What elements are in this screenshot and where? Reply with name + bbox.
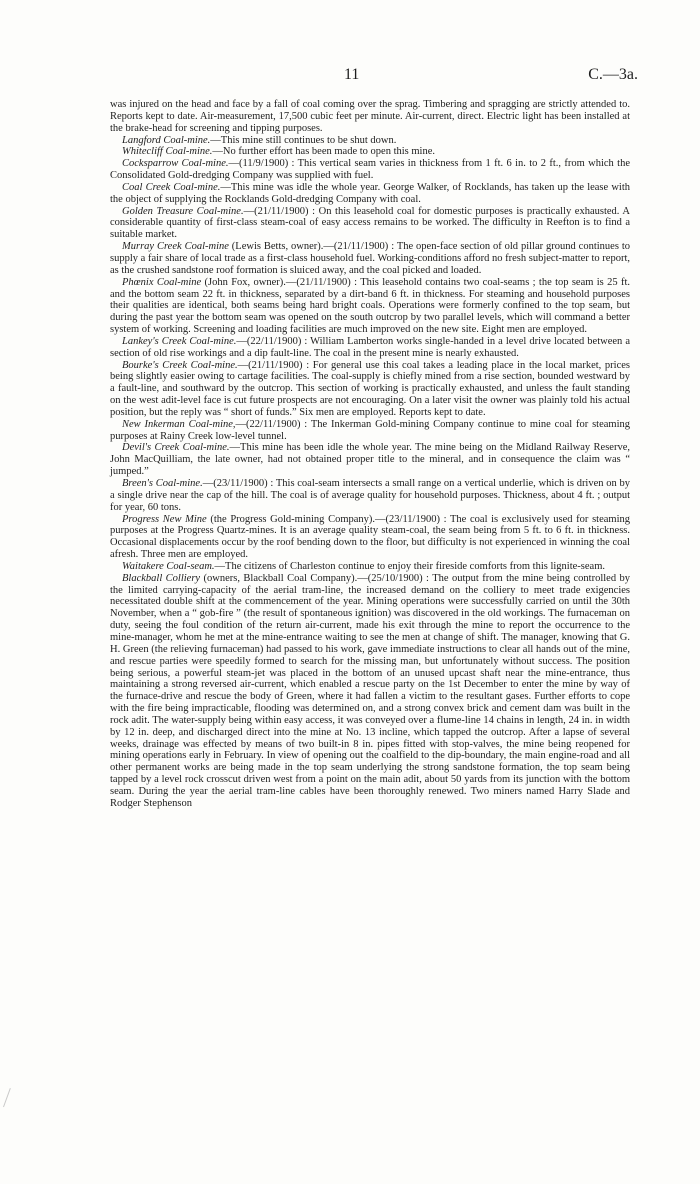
paragraph-text: —(23/11/1900) : This coal-seam intersects a small range on a vertical underlie, which is driven on by a single drive near the cap of the hill. The coal is of average quality for household purposes. Thickness, about 4 ft. ; output for year, 60 tons. (110, 478, 630, 513)
paragraph-text: —This mine still continues to be shut down. (210, 134, 397, 146)
paragraph-text: —(21/11/1900) : For general use this coal takes a leading place in the local market, prices being slightly easier owing to cartage facilities. The coal-supply is chiefly mined from a rise section, bounded westward by a fault-line, and southward by the outcrop. This section of working is practically exhausted, and unless the fault standing on the west adit-level face is cut future prospects are not encouraging. On a later visit the owner was plainly told his actual position, but the reply was “ short of funds.” Six men are employed. Reports kept to date. (110, 359, 630, 418)
paragraph-text: (the Progress Gold-mining Company).—(23/11/1900) : The coal is exclusively used for steaming purposes at the Progress Quartz-mines. It is an average quality steam-coal, the seam being from 5 ft. to 6 ft. in thickness. Occasional displacements occur by the roof bending down to the floor, but difficulty is not experienced in winning the coal afresh. Three men are employed. (110, 513, 630, 561)
paragraph (110, 99, 630, 135)
mine-name: Cocksparrow Coal-mine. (122, 158, 229, 170)
paragraph (110, 360, 630, 419)
paragraph (110, 336, 630, 360)
paragraph (110, 158, 630, 182)
paragraph (110, 206, 630, 242)
paragraph (110, 478, 630, 514)
scan-mark (3, 1088, 24, 1112)
mine-name: Murray Creek Coal-mine (122, 241, 229, 253)
document-code: C.—3a. (588, 66, 638, 83)
mine-name: Blackball Colliery (122, 572, 201, 584)
paragraph (110, 146, 630, 158)
paragraph-text: —The citizens of Charleston continue to enjoy their fireside comforts from this lignite-seam. (214, 560, 605, 572)
page-header (0, 66, 700, 86)
page-number: 11 (344, 66, 360, 83)
paragraph-text: (owners, Blackball Coal Company).—(25/10/1900) : The output from the mine being controlled by the limited carrying-capacity of the aerial tram-line, the increased demand on the colliery to meet trade exigencies necessitated double shift at the commencement of the year. Mining operations were successfully carried on until the 30th November, when a “ gob-fire ” (the result of spontaneous ignition) was discovered in the old workings. The furnaceman on duty, seeing the foul condition of the return air-current, made his exit through the mine to report the occurrence to the mine-manager, whom he met at the mine-entrance waiting to see the men at change of shift. The manager, knowing that G. H. Green (the relieving furnaceman) had passed to his work, gave immediate instructions to clear all hands out of the mine, and rescue parties were speedily formed to search for the missing man, but unfortunately without success. The position being serious, a powerful steam-jet was placed in the bottom of an unused upcast shaft near the mine-entrance, thus maintaining a strong reversed air-current, which enabled a rescue party on the 1st December to enter the mine by way of the furnace-drive and rescue the body of Green, where it had fallen a victim to the resultant gases. Further efforts to cope with the fire being impracticable, flooding was determined on, and a strong convex brick and cement dam was built in the rock adit. The water-supply being within easy access, it was conveyed over a flume-line 14 chains in length, 24 in. in width by 12 in. deep, and discharged direct into the mine at No. 13 incline, which tapped the outcrop. After a lapse of several weeks, drainage was effected by means of two built-in 8 in. pipes fitted with stop-valves, the mine being reopened for mining operations early in February. In view of opening out the coalfield to the dip-boundary, the main engine-road and all other permanent works are being made in the top seam underlying the strong sandstone formation, the top seam being tapped by a level rock crosscut driven west from a point on the main adit, about 50 yards from its junction with the bottom seam. During the year the aerial tram-line cables have been thoroughly renewed. Two miners named Harry Slade and Rodger Stephenson (110, 572, 631, 809)
paragraph-text: (John Fox, owner).—(21/11/1900) : This leasehold contains two coal-seams ; the top seam is 25 ft. and the bottom seam 22 ft. in thickness, separated by a dirt-band 6 ft. in thickness. For steaming and household purposes their qualities are identical, both seams being hard bright coals. Operations were formerly confined to the top seam, but during the past year the bottom seam was opened on the south outcrop by two parallel levels, which will command a better system of working. Screening and loading facilities are much improved on the new site. Eight men are employed. (110, 276, 630, 336)
mine-name: Whitecliff Coal-mine. (122, 146, 213, 158)
mine-name: Coal Creek Coal-mine. (122, 181, 221, 193)
body-text (110, 99, 630, 810)
paragraph-text: was injured on the head and face by a fall of coal coming over the sprag. Timbering and spragging are strictly attended to. Reports kept to date. Air-measurement, 17,500 cubic feet per minute. Air-current, direct. Electric light has been installed at the brake-head for screening and tipping purposes. (110, 99, 630, 134)
paragraph-text: —(11/9/1900) : This vertical seam varies in thickness from 1 ft. 6 in. to 2 ft., from which the Consolidated Gold-dredging Company was supplied with fuel. (110, 158, 630, 182)
mine-name: New Inkerman Coal-mine, (122, 418, 236, 430)
mine-name: Bourke's Creek Coal-mine. (122, 359, 238, 371)
mine-name: Breen's Coal-mine. (122, 478, 203, 489)
paragraph (110, 514, 630, 561)
mine-name: Lankey's Creek Coal-mine. (122, 335, 237, 347)
paragraph-text: —(22/11/1900) : William Lamberton works single-handed in a level drive located between a section of old rise workings and a dip fault-line. The coal in the present mine is nearly exhausted. (110, 335, 630, 359)
mine-name: Waitakere Coal-seam. (122, 560, 215, 572)
paragraph-text: —(21/11/1900) : On this leasehold coal for domestic purposes is practically exhausted. A considerable quantity of first-class steam-coal of easy access remains to be worked. The difficulty in Reefton is to find a suitable market. (110, 205, 630, 241)
mine-name: Phœnix Coal-mine (122, 276, 202, 288)
paragraph (110, 241, 630, 277)
paragraph (110, 135, 630, 147)
mine-name: Langford Coal-mine. (122, 134, 211, 146)
paragraph (110, 561, 630, 573)
paragraph (110, 277, 630, 336)
mine-name: Progress New Mine (122, 513, 207, 525)
mine-name: Golden Treasure Coal-mine. (122, 205, 244, 217)
paragraph (110, 573, 630, 810)
paragraph (110, 419, 630, 443)
paragraph-text: (Lewis Betts, owner).—(21/11/1900) : The open-face section of old pillar ground continues to supply a fair share of local trade as a first-class household fuel. Working-conditions afford no fresh subject-matter to report, as the crushed sandstone roof formation is sluiced away, and the coal picked and loaded. (110, 241, 630, 276)
paragraph-text: —No further effort has been made to open this mine. (212, 146, 435, 158)
paragraph-text: —This mine has been idle the whole year. The mine being on the Midland Railway Reserve, John MacQuilliam, the late owner, had not obtained proper title to the mineral, and in consequence the claim was “ jumped.” (110, 442, 630, 478)
paragraph-text: —This mine was idle the whole year. George Walker, of Rocklands, has taken up the lease with the object of supplying the Rocklands Gold-dredging Company with coal. (110, 181, 631, 205)
paragraph (110, 442, 630, 478)
paragraph-text: —(22/11/1900) : The Inkerman Gold-mining Company continue to mine coal for steaming purposes at Rainy Creek low-level tunnel. (110, 418, 630, 442)
paragraph (110, 182, 630, 206)
mine-name: Devil's Creek Coal-mine. (122, 442, 230, 454)
